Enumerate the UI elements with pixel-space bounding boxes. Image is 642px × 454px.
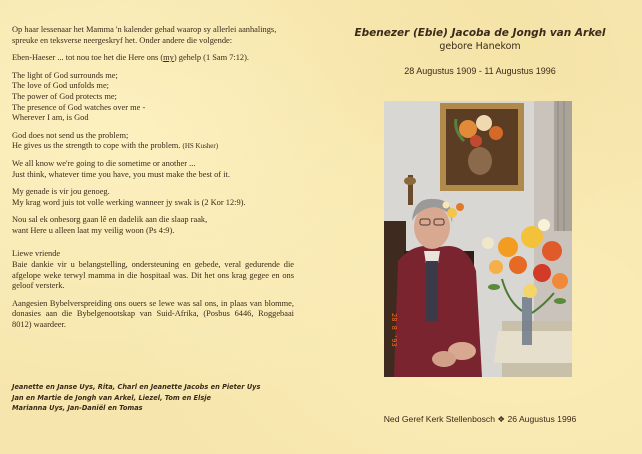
- portrait-photo: [384, 101, 572, 377]
- quote-line: He gives us the strength to cope with the problem.: [12, 141, 181, 151]
- poem-line: Wherever I am, is God: [12, 113, 89, 123]
- die-quote: [12, 159, 294, 180]
- deceased-name: Ebenezer (Ebie) Jacoba de Jongh van Arkel: [354, 27, 606, 39]
- family-line: Jeanette en Janse Uys, Rita, Charl en Jeanette Jacobs en Pieter Uys: [12, 383, 261, 391]
- intro-paragraph: Op haar lessenaar het Mamma 'n kalender gehad waarop sy allerlei aanhalings, spreuke en teksverse neergeskryf het. Onder andere die volgende:: [12, 25, 277, 45]
- verse-line: My krag word juis tot volle werking wanneer jy swak is (2 Kor 12:9).: [12, 197, 246, 207]
- slaap-verse: [12, 215, 294, 236]
- verse-line: want Here u alleen laat my veilig woon (Ps 4:9).: [12, 225, 175, 235]
- maiden-name: gebore Hanekom: [439, 41, 521, 52]
- family-line: Marianna Uys, Jan-Daniël en Tomas: [12, 404, 143, 412]
- verse-line: Nou sal ek onbesorg gaan lê en dadelik aan die slaap raak,: [12, 215, 208, 225]
- verse-line: My genade is vir jou genoeg.: [12, 187, 110, 197]
- family-line: Jan en Martie de Jongh van Arkel, Liezel, Tom en Elsje: [12, 393, 211, 402]
- eben-text-before: Eben-Haeser ... tot nou toe het die Here ons (: [12, 53, 164, 63]
- poem-line: The love of God unfolds me;: [12, 81, 109, 91]
- light-of-god-poem: [12, 71, 294, 124]
- genade-verse: [12, 187, 294, 208]
- photo-date-stamp: 28 8 '93: [390, 313, 398, 347]
- service-footer: Ned Geref Kerk Stellenbosch ❖ 26 Augustus 1996: [383, 414, 577, 424]
- eben-text-my: my: [163, 53, 174, 63]
- eben-haeser-verse: [12, 53, 294, 64]
- eben-text-after: ) gehelp (1 Sam 7:12).: [173, 53, 250, 63]
- poem-line: The presence of God watches over me -: [12, 102, 146, 112]
- family-names: [12, 382, 302, 414]
- quote-attribution: (HS Kusher): [182, 142, 219, 151]
- left-column: [12, 25, 294, 338]
- greeting: Liewe vriende: [12, 248, 61, 258]
- god-problem-quote: [12, 131, 294, 152]
- quote-line: We all know we're going to die sometime or another ...: [12, 158, 196, 168]
- life-dates: 28 Augustus 1909 - 11 Augustus 1996: [404, 66, 556, 76]
- quote-line: Just think, whatever time you have, you must make the best of it.: [12, 169, 230, 179]
- poem-line: The light of God surrounds me;: [12, 70, 118, 80]
- poem-line: The power of God protects me;: [12, 91, 117, 101]
- thanks-paragraph: Baie dankie vir u belangstelling, ondersteuning en gebede, veral gedurende die afgelope weke terwyl mamma in die hospitaal was. Dit het ons krag gegee en ons geloof versterk.: [12, 260, 294, 291]
- donations-paragraph: Aangesien Bybelverspreiding ons ouers se lewe was sal ons, in plaas van blomme, donasies aan die Bybelgenootskap van Suid-Afrika, (Posbus 6446, Roggebaai 8012) waardeer.: [12, 298, 294, 330]
- quote-line: God does not send us the problem;: [12, 130, 129, 140]
